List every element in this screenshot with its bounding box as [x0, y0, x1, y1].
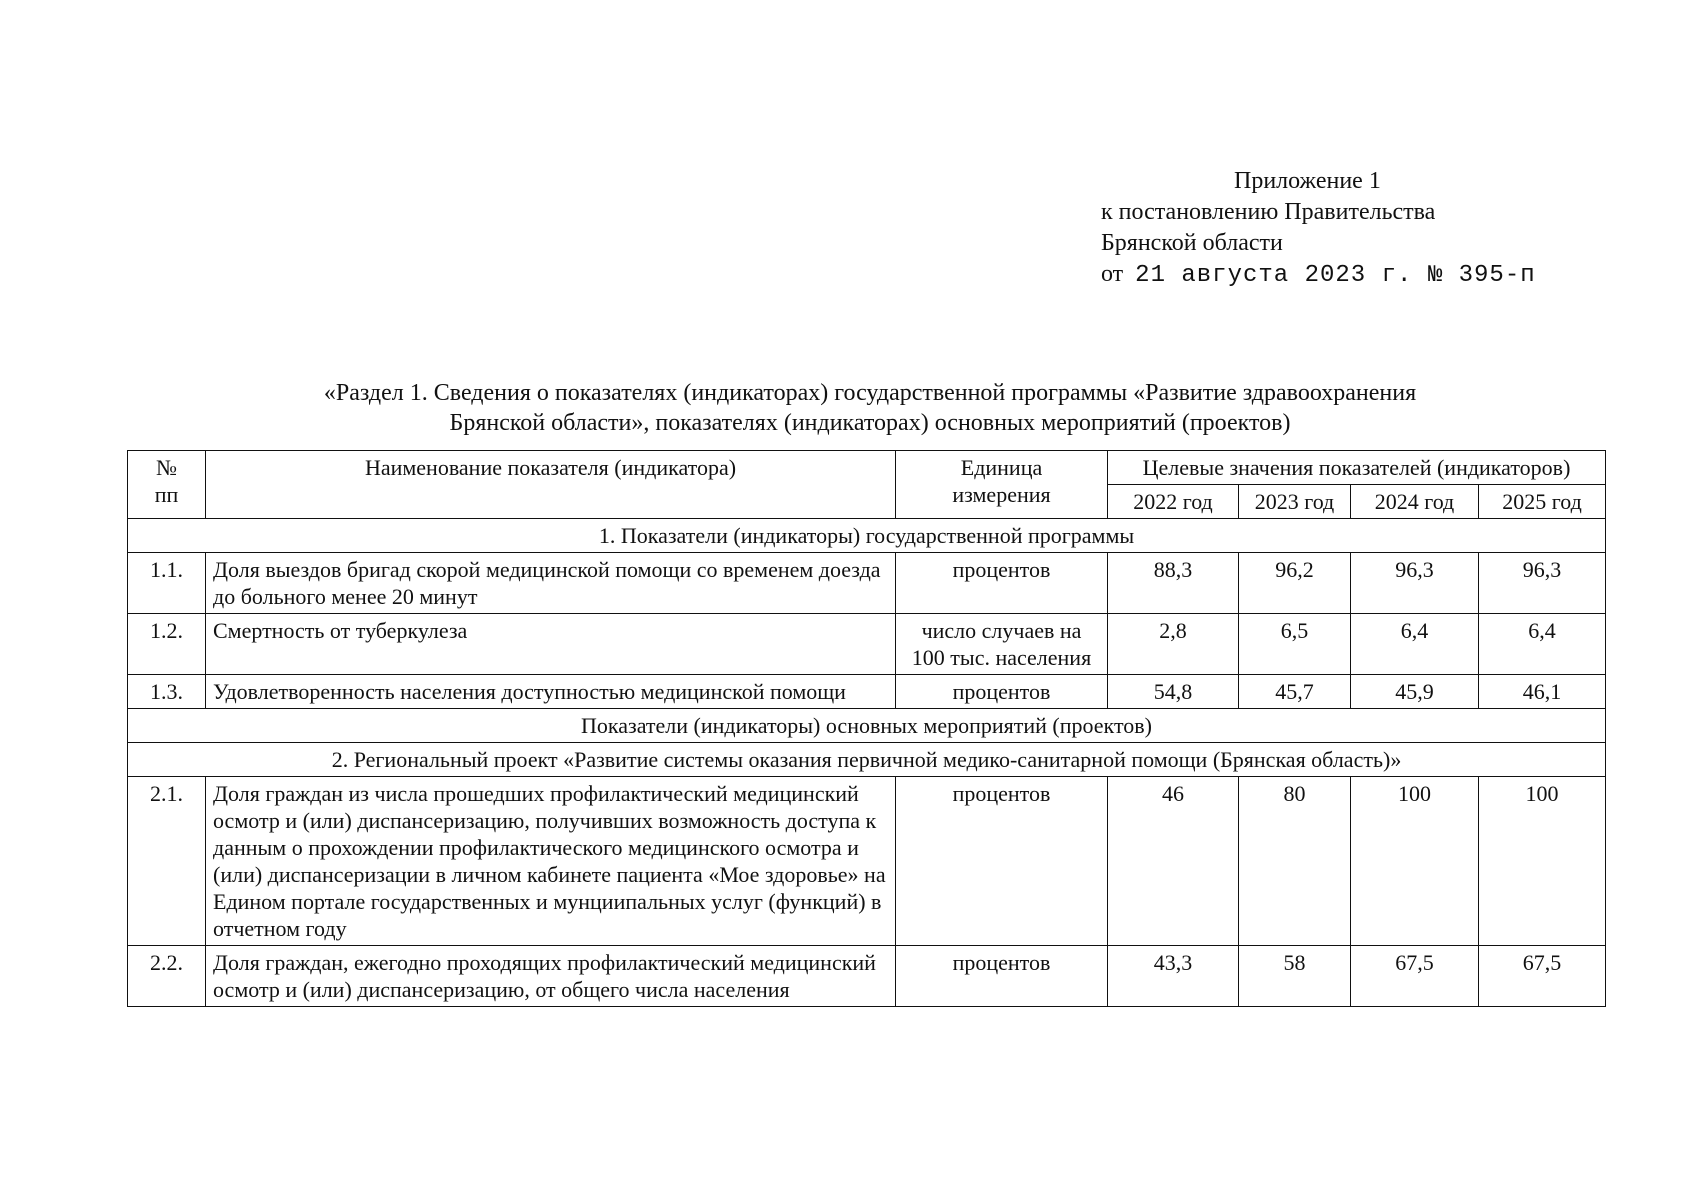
row-value-2022: 46 [1108, 777, 1239, 946]
header-year-2022: 2022 год [1108, 485, 1239, 519]
section-label: Показатели (индикаторы) основных мероприятий (проектов) [128, 709, 1606, 743]
row-value-2023: 6,5 [1239, 614, 1351, 675]
row-value-2023: 80 [1239, 777, 1351, 946]
row-unit: процентов [896, 946, 1108, 1007]
row-value-2022: 2,8 [1108, 614, 1239, 675]
appendix-block [1101, 166, 1536, 291]
row-unit: процентов [896, 777, 1108, 946]
header-year-2024: 2024 год [1351, 485, 1479, 519]
header-num-line-1: № [156, 455, 177, 480]
table-row [128, 777, 1606, 946]
row-unit: число случаев на 100 тыс. населения [896, 614, 1108, 675]
row-name: Доля выездов бригад скорой медицинской помощи со временем доезда до больного менее 20 минут [206, 553, 896, 614]
row-value-2023: 45,7 [1239, 675, 1351, 709]
date-prefix: от [1101, 261, 1124, 287]
header-year-2023: 2023 год [1239, 485, 1351, 519]
row-value-2024: 45,9 [1351, 675, 1479, 709]
header-year-2025: 2025 год [1479, 485, 1606, 519]
section-row-2 [128, 709, 1606, 743]
appendix-date-line [1101, 259, 1536, 291]
row-value-2022: 43,3 [1108, 946, 1239, 1007]
section-row-3 [128, 743, 1606, 777]
row-unit: процентов [896, 553, 1108, 614]
header-unit [896, 451, 1108, 519]
section-title [120, 378, 1620, 438]
row-value-2024: 96,3 [1351, 553, 1479, 614]
section-label: 1. Показатели (индикаторы) государственной программы [128, 519, 1606, 553]
table-row [128, 614, 1606, 675]
row-name: Доля граждан, ежегодно проходящих профилактический медицинский осмотр и (или) диспансеризацию, от общего числа населения [206, 946, 896, 1007]
header-name: Наименование показателя (индикатора) [206, 451, 896, 519]
date-stamp: 21 августа 2023 г. № 395-п [1135, 262, 1536, 289]
row-value-2023: 58 [1239, 946, 1351, 1007]
section-label: 2. Региональный проект «Развитие системы оказания первичной медико-санитарной помощи (Брянская область)» [128, 743, 1606, 777]
row-value-2022: 88,3 [1108, 553, 1239, 614]
row-value-2025: 46,1 [1479, 675, 1606, 709]
row-value-2025: 6,4 [1479, 614, 1606, 675]
header-num-line-2: пп [154, 482, 179, 507]
header-targets: Целевые значения показателей (индикаторов) [1108, 451, 1606, 485]
table-row [128, 946, 1606, 1007]
row-value-2025: 100 [1479, 777, 1606, 946]
row-num: 2.1. [128, 777, 206, 946]
row-num: 1.1. [128, 553, 206, 614]
header-num [128, 451, 206, 519]
appendix-region-line: Брянской области [1101, 230, 1283, 256]
section-title-line-1: «Раздел 1. Сведения о показателях (индикаторах) государственной программы «Развитие здравоохранения [323, 380, 1417, 406]
row-value-2022: 54,8 [1108, 675, 1239, 709]
row-value-2025: 67,5 [1479, 946, 1606, 1007]
row-name: Смертность от туберкулеза [206, 614, 896, 675]
appendix-resolution-line: к постановлению Правительства [1101, 199, 1436, 225]
indicators-table [127, 450, 1606, 1007]
row-value-2024: 67,5 [1351, 946, 1479, 1007]
row-value-2024: 6,4 [1351, 614, 1479, 675]
appendix-number: Приложение 1 [1234, 168, 1381, 194]
header-unit-line-1: Единица [960, 455, 1043, 480]
row-name: Удовлетворенность населения доступностью медицинской помощи [206, 675, 896, 709]
row-value-2024: 100 [1351, 777, 1479, 946]
row-value-2023: 96,2 [1239, 553, 1351, 614]
row-num: 1.2. [128, 614, 206, 675]
table-row [128, 675, 1606, 709]
row-name: Доля граждан из числа прошедших профилактический медицинский осмотр и (или) диспансеризацию, получивших возможность доступа к данным о прохождении профилактического медицинского осмотра и (или) диспансеризации в личном кабинете пациента «Мое здоровье» на Едином портале государственных и мунциипальных услуг (функций) в отчетном году [206, 777, 896, 946]
table-row [128, 553, 1606, 614]
row-num: 2.2. [128, 946, 206, 1007]
header-unit-line-2: измерения [952, 482, 1051, 507]
row-value-2025: 96,3 [1479, 553, 1606, 614]
section-row-1 [128, 519, 1606, 553]
section-title-line-2: Брянской области», показателях (индикаторах) основных мероприятий (проектов) [449, 410, 1291, 436]
header-row-1 [128, 451, 1606, 485]
row-num: 1.3. [128, 675, 206, 709]
row-unit: процентов [896, 675, 1108, 709]
